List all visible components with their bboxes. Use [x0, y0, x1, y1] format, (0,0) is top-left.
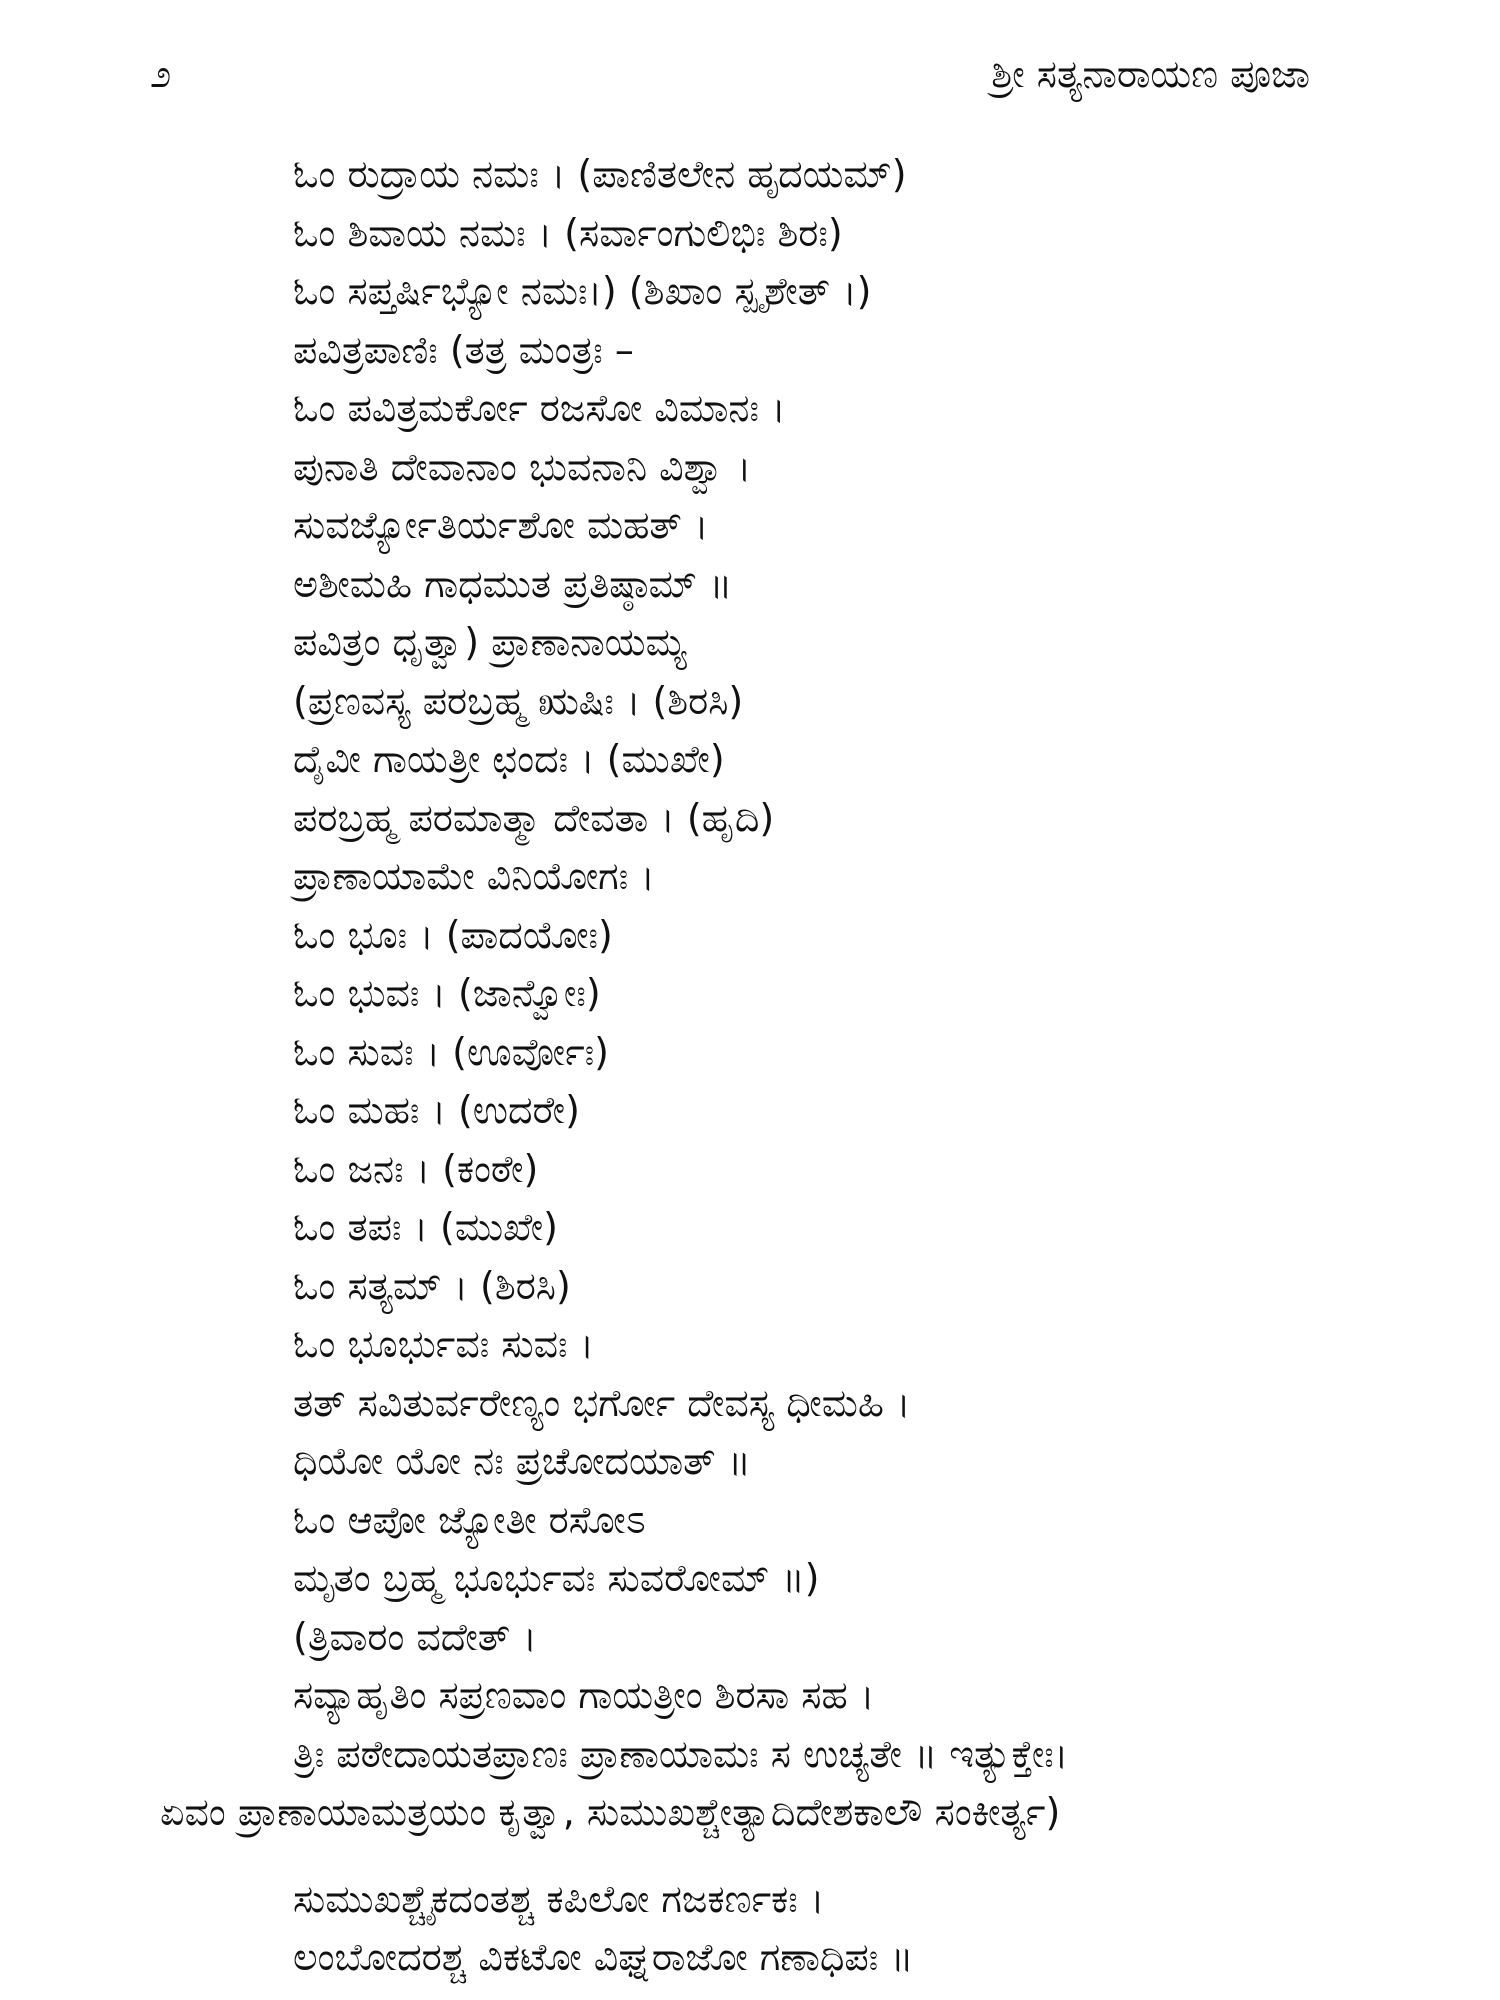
text-line: ಪರಬ್ರಹ್ಮ ಪರಮಾತ್ಮಾ ದೇವತಾ । (ಹೃದಿ): [293, 795, 775, 840]
text-line: ಪವಿತ್ರಂ ಧೃತ್ವಾ) ಪ್ರಾಣಾನಾಯಮ್ಯ: [293, 620, 687, 664]
text-line: ಓಂ ರುದ್ರಾಯ ನಮಃ । (ಪಾಣಿತಲೇನ ಹೃದಯಮ್): [293, 152, 907, 196]
paragraph-gap: [0, 1842, 1500, 1870]
text-line: ಪುನಾತಿ ದೇವಾನಾಂ ಭುವನಾನಿ ವಿಶ್ವಾ ।: [293, 444, 752, 489]
text-line: ಸುವರ್ಜ್ಯೋತಿರ್ಯಶೋ ಮಹತ್ ।: [293, 503, 709, 547]
text-line: ಓಂ ತಪಃ । (ಮುಖೇ): [293, 1205, 559, 1249]
text-line: ಅಶೀಮಹಿ ಗಾಧಮುತ ಪ್ರತಿಷ್ಠಾಮ್ ॥: [293, 561, 733, 606]
text-line: ಸುಮುಖಶ್ಚೈಕದಂತಶ್ಚ ಕಪಿಲೋ ಗಜಕರ್ಣಕಃ ।: [293, 1876, 825, 1921]
text-line: ಓಂ ಜನಃ । (ಕಂಠೇ): [293, 1146, 539, 1191]
text-line: ಓಂ ಪವಿತ್ರಮರ್ಕೋ ರಜಸೋ ವಿಮಾನಃ ।: [293, 386, 786, 430]
text-line: ಧಿಯೋ ಯೋ ನಃ ಪ್ರಚೋದಯಾತ್ ॥: [293, 1439, 751, 1483]
text-line: ತತ್ ಸವಿತುರ್ವರೇಣ್ಯಂ ಭರ್ಗೋ ದೇವಸ್ಯ ಧೀಮಹಿ ।: [293, 1380, 911, 1425]
text-line: ಓಂ ಸಪ್ತರ್ಷಿಭ್ಯೋ ನಮಃ।) (ಶಿಖಾಂ ಸ್ಪೃಶೇತ್ ।): [293, 269, 872, 313]
text-line: ಓಂ ಶಿವಾಯ ನಮಃ । (ಸರ್ವಾಂಗುಲಿಭಿಃ ಶಿರಃ): [293, 210, 843, 255]
text-line: ಓಂ ಸುವಃ । (ಊರ್ವೋಃ): [293, 1029, 610, 1074]
text-line: ಓಂ ಭುವಃ । (ಜಾನ್ವೋಃ): [293, 971, 601, 1015]
text-line: ಓಂ ಸತ್ಯಮ್ । (ಶಿರಸಿ): [293, 1263, 571, 1308]
running-title: ಶ್ರೀ ಸತ್ಯನಾರಾಯಣ ಪೂಜಾ: [991, 52, 1310, 96]
text-line: ಲಂಬೋದರಶ್ಚ ವಿಕಟೋ ವಿಘ್ನರಾಜೋ ಗಣಾಧಿಪಃ ॥: [293, 1935, 914, 1979]
text-line: ಸವ್ಯಾಹೃತಿಂ ಸಪ್ರಣವಾಂ ಗಾಯತ್ರೀಂ ಶಿರಸಾ ಸಹ ।: [293, 1673, 875, 1717]
text-line: (ಪ್ರಣವಸ್ಯ ಪರಬ್ರಹ್ಮ ಋಷಿಃ । (ಶಿರಸಿ): [293, 678, 744, 723]
text-line: ಪವಿತ್ರಪಾಣಿಃ (ತತ್ರ ಮಂತ್ರಃ –: [293, 327, 634, 372]
page-header: [0, 44, 1500, 104]
text-line: ಓಂ ಆಪೋ ಜ್ಯೋತೀ ರಸೋಽ: [293, 1497, 646, 1542]
text-line: ಓಂ ಭೂಃ । (ಪಾದಯೋಃ): [293, 912, 613, 957]
text-line: ದೈವೀ ಗಾಯತ್ರೀ ಛಂದಃ । (ಮುಖೇ): [293, 737, 725, 781]
text-line: ಪ್ರಾಣಾಯಾಮೇ ವಿನಿಯೋಗಃ ।: [293, 854, 655, 898]
text-line: (ತ್ರಿವಾರಂ ವದೇತ್ ।: [293, 1614, 537, 1659]
text-line: ಓಂ ಭೂರ್ಭುವಃ ಸುವಃ ।: [293, 1322, 594, 1366]
text-line-outdented: ಏವಂ ಪ್ರಾಣಾಯಾಮತ್ರಯಂ ಕೃತ್ವಾ, ಸುಮುಖಶ್ಚೇತ್ಯಾದಿದೇಶಕಾಲೌ ಸಂಕೀರ್ತ್ಯ): [160, 1790, 1061, 1834]
text-line: ಓಂ ಮಹಃ । (ಉದರೇ): [293, 1088, 580, 1132]
body-text: [0, 145, 1500, 1987]
text-line: ಮೃತಂ ಬ್ರಹ್ಮ ಭೂರ್ಭುವಃ ಸುವರೋಮ್ ॥): [293, 1556, 820, 1600]
page-number: ೨: [150, 52, 172, 96]
text-line: ತ್ರಿಃ ಪಠೇದಾಯತಪ್ರಾಣಃ ಪ್ರಾಣಾಯಾಮಃ ಸ ಉಚ್ಯತೇ ॥ ಇತ್ಯುಕ್ತೇಃ।: [293, 1731, 1069, 1776]
